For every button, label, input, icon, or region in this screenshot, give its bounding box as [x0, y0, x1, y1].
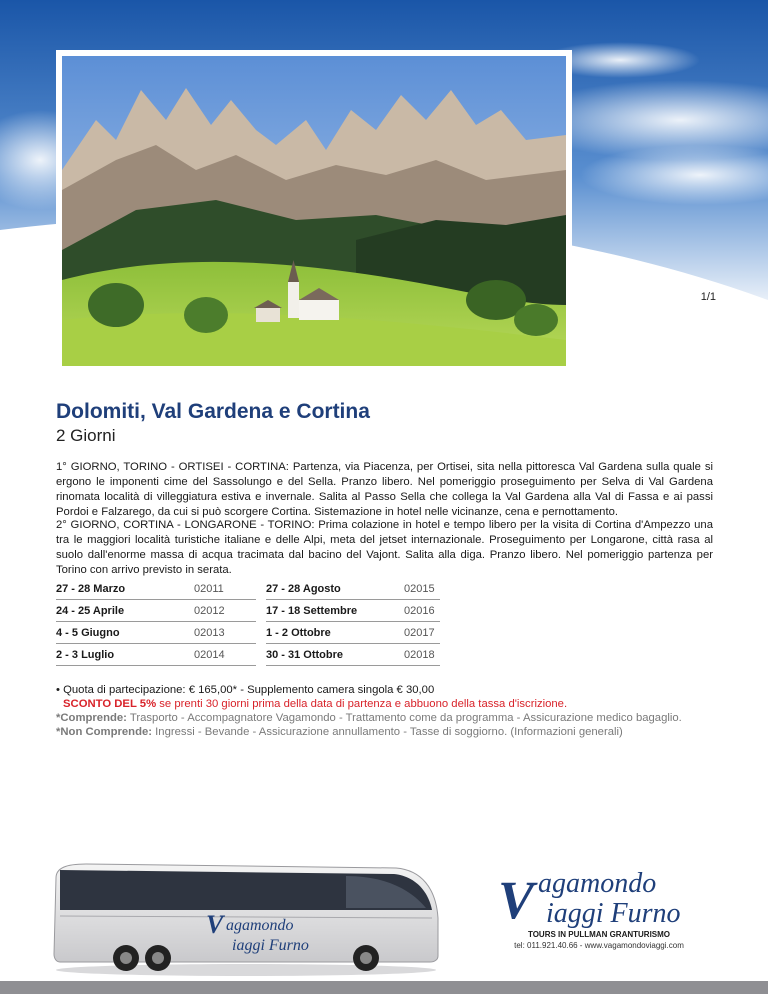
svg-text:iaggi Furno: iaggi Furno: [232, 937, 309, 954]
column-gap: [256, 644, 266, 666]
coach-bus-image: [46, 858, 441, 978]
column-gap: [256, 578, 266, 600]
departure-date: 2 - 3 Luglio: [56, 644, 194, 666]
departure-date: 27 - 28 Agosto: [266, 578, 404, 600]
column-gap: [256, 622, 266, 644]
column-gap: [256, 600, 266, 622]
includes-note: [56, 711, 716, 725]
excludes-note: [56, 725, 716, 739]
itinerary-day-2: 2° GIORNO, CORTINA - LONGARONE - TORINO: Prima colazione in hotel e tempo libero per la visita di Cortina d'Ampezzo una tra le maggiori località turistiche italiane e delle Alpi, meta del jetset internazionale. Proseguimento per Longarone, città rasa al suolo dall'enorme massa di acqua tracimata dal bacino del Vajont. Salita alla diga. Pranzo libero. Nel pomeriggio partenza per Torino con arrivo previsto in serata.: [56, 519, 713, 576]
logo-line-2: iaggi Furno: [546, 898, 681, 929]
page-title: Dolomiti, Val Gardena e Cortina: [56, 400, 370, 423]
departure-date: 4 - 5 Giugno: [56, 622, 194, 644]
departure-code: 02011: [194, 578, 256, 600]
vagamondo-logo: [496, 860, 706, 930]
contact-info: tel: 011.921.40.66 - www.vagamondoviaggi.com: [514, 941, 684, 950]
excludes-text: Ingressi - Bevande - Assicurazione annullamento - Tasse di soggiorno. (Informazioni generali): [152, 726, 623, 738]
table-row: [56, 622, 440, 644]
brand-tagline: TOURS IN PULLMAN GRANTURISMO: [527, 930, 671, 939]
departure-date: 24 - 25 Aprile: [56, 600, 194, 622]
includes-label: *Comprende:: [56, 712, 127, 724]
includes-text: Trasporto - Accompagnatore Vagamondo - Trattamento come da programma - Assicurazione medico bagaglio.: [126, 712, 682, 724]
price-quota: • Quota di partecipazione: € 165,00* - Supplemento camera singola € 30,00: [56, 684, 435, 696]
itinerary-day-1: 1° GIORNO, TORINO - ORTISEI - CORTINA: Partenza, via Piacenza, per Ortisei, sita nella pittoresca Val Gardena sulla quale si ergono le imponenti cime del Sassolungo e del Sella. Pranzo libero. Nel pomeriggio proseguimento per Selva di Val Gardena rinomata località di villeggiatura estiva e invernale. Salita al Passo Sella che collega la Val Gardena alla Val di Fassa e ai passi Pordoi e Falzarego, da cui si può scorgere Cortina. Sistemazione in hotel nelle vicinanze, cena e pernottamento.: [56, 461, 713, 518]
footer-bar: [0, 981, 768, 994]
departure-date: 27 - 28 Marzo: [56, 578, 194, 600]
departures-table: [56, 578, 440, 666]
discount-text: se prenti 30 giorni prima della data di partenza e abbuono della tassa d'iscrizione.: [156, 698, 568, 710]
departure-date: 17 - 18 Settembre: [266, 600, 404, 622]
pricing-info: [56, 683, 716, 739]
table-row: [56, 578, 440, 600]
departure-code: 02012: [194, 600, 256, 622]
departure-code: 02013: [194, 622, 256, 644]
departure-code: 02016: [404, 600, 440, 622]
departure-code: 02018: [404, 644, 440, 666]
svg-text:V: V: [206, 910, 224, 939]
dolomites-photo: [56, 50, 572, 420]
table-row: [56, 600, 440, 622]
discount-label: SCONTO DEL 5%: [63, 698, 157, 710]
excludes-label: *Non Comprende:: [56, 726, 153, 738]
departure-code: 02014: [194, 644, 256, 666]
discount-note: [56, 697, 716, 711]
departure-date: 1 - 2 Ottobre: [266, 622, 404, 644]
logo-line-1: agamondo: [538, 868, 657, 899]
page-number: 1/1: [700, 291, 716, 303]
table-row: [56, 644, 440, 666]
logo-initial: V: [498, 870, 535, 930]
departure-date: 30 - 31 Ottobre: [266, 644, 404, 666]
svg-text:agamondo: agamondo: [226, 917, 294, 934]
departure-code: 02017: [404, 622, 440, 644]
trip-duration: 2 Giorni: [56, 426, 116, 445]
departure-code: 02015: [404, 578, 440, 600]
